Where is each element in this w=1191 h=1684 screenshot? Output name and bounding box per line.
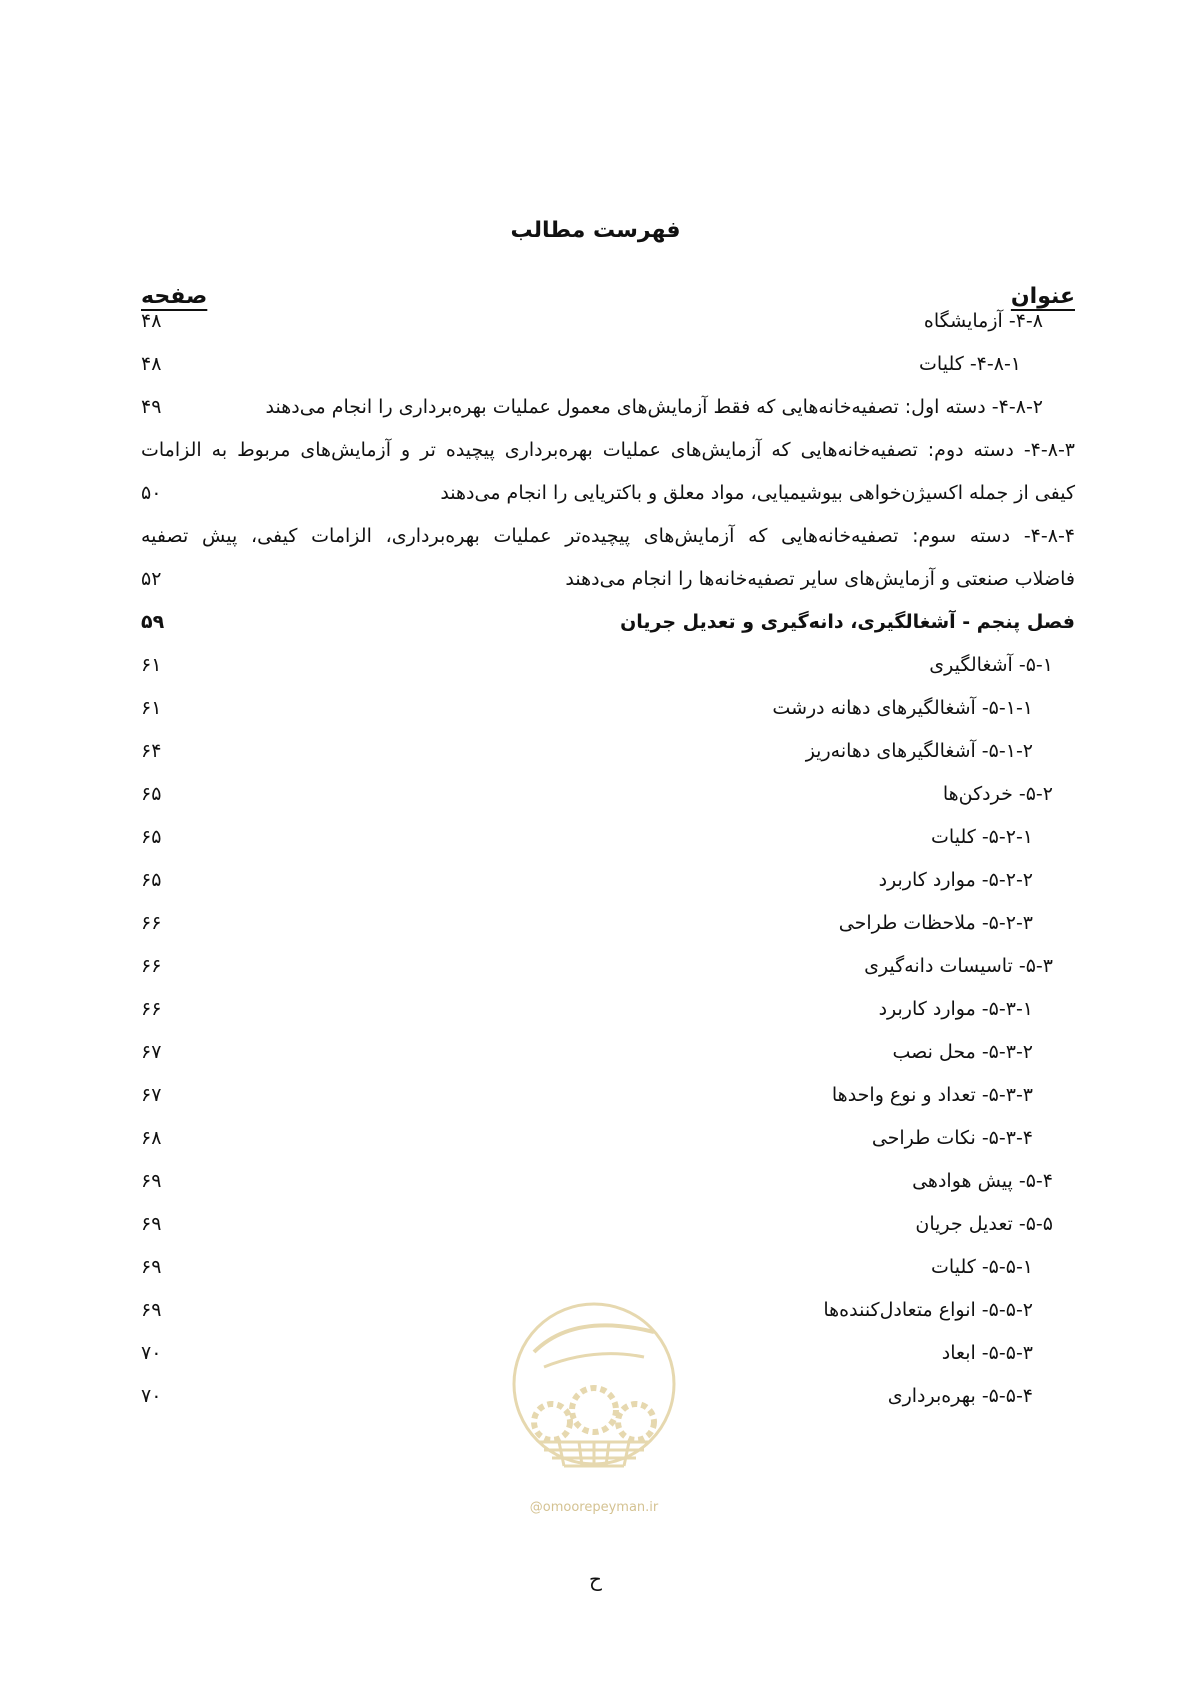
toc-entry[interactable] bbox=[141, 1116, 1075, 1160]
toc-entry-page: ۶۹ bbox=[141, 1170, 162, 1192]
gears-seal-icon bbox=[504, 1292, 684, 1492]
toc-entry-label: ۵-۵- تعدیل جریان bbox=[915, 1213, 1053, 1235]
toc-entry-label: ۵-۵-۳- ابعاد bbox=[941, 1342, 1033, 1364]
page-title: فهرست مطالب bbox=[510, 218, 681, 243]
toc-entry[interactable] bbox=[141, 299, 1075, 343]
toc-entry-page: ۶۹ bbox=[141, 1213, 162, 1235]
toc-entry-page: ۶۵ bbox=[141, 783, 162, 805]
toc-entry-page: ۷۰ bbox=[141, 1385, 162, 1407]
page-column-header: صفحه bbox=[141, 284, 208, 309]
toc-chapter-entry[interactable] bbox=[141, 600, 1075, 644]
toc-entry-label: کیفی از جمله اکسیژن‌خواهی بیوشیمیایی، مواد معلق و باکتریایی را انجام می‌دهند bbox=[440, 482, 1075, 504]
toc-entry-page: ۴۹ bbox=[141, 396, 162, 418]
toc-entry[interactable] bbox=[141, 1159, 1075, 1203]
toc-entry-label: ۴-۸-۴- دسته سوم: تصفیه‌خانه‌هایی که آزمایش‌های پیچیده‌تر عملیات بهره‌برداری، الزامات کیفی، پیش تصفیه bbox=[141, 525, 1075, 547]
toc-entry-page: ۵۲ bbox=[141, 568, 162, 590]
toc-entry[interactable] bbox=[141, 686, 1075, 730]
toc-entry-page: ۵۰ bbox=[141, 482, 162, 504]
toc-entry[interactable] bbox=[141, 858, 1075, 902]
title-column-header: عنوان bbox=[1010, 284, 1075, 309]
toc-entry-continuation[interactable] bbox=[141, 471, 1075, 515]
toc-entry[interactable] bbox=[141, 428, 1075, 472]
toc-entry-label: ۵-۲-۱- کلیات bbox=[931, 826, 1033, 848]
toc-entry[interactable] bbox=[141, 1073, 1075, 1117]
toc-entry-page: ۴۸ bbox=[141, 353, 162, 375]
toc-entry[interactable] bbox=[141, 815, 1075, 859]
toc-entry-label: ۵-۵-۲- انواع متعادل‌کننده‌ها bbox=[823, 1299, 1033, 1321]
toc-entry[interactable] bbox=[141, 944, 1075, 988]
toc-entry-label: ۵-۱-۱- آشغالگیرهای دهانه درشت bbox=[772, 697, 1033, 719]
toc-entry-label: ۵-۵-۴- بهره‌برداری bbox=[887, 1385, 1033, 1407]
toc-entry-label: فصل پنجم - آشغالگیری، دانه‌گیری و تعدیل جریان bbox=[620, 611, 1075, 633]
toc-entry-label: ۵-۳- تاسیسات دانه‌گیری bbox=[864, 955, 1053, 977]
toc-entry-page: ۶۵ bbox=[141, 826, 162, 848]
toc-entry[interactable] bbox=[141, 514, 1075, 558]
toc-entry-page: ۶۷ bbox=[141, 1084, 162, 1106]
toc-entry[interactable] bbox=[141, 987, 1075, 1031]
toc-entry-label: ۵-۲-۳- ملاحظات طراحی bbox=[838, 912, 1033, 934]
toc-entry-label: فاضلاب صنعتی و آزمایش‌های سایر تصفیه‌خانه‌ها را انجام می‌دهند bbox=[565, 568, 1075, 590]
toc-entry-label: ۴-۸-۱- کلیات bbox=[919, 353, 1021, 375]
toc-entry-label: ۵-۳-۴- نکات طراحی bbox=[871, 1127, 1033, 1149]
toc-entry-page: ۶۶ bbox=[141, 998, 162, 1020]
toc-entry[interactable] bbox=[141, 729, 1075, 773]
toc-entry-label: ۴-۸-۳- دسته دوم: تصفیه‌خانه‌هایی که آزمایش‌های عملیات بهره‌برداری پیچیده تر و آزمایش‌های مربوط به الزامات bbox=[141, 439, 1075, 461]
toc-entry-page: ۶۶ bbox=[141, 955, 162, 977]
toc-entry-page: ۶۷ bbox=[141, 1041, 162, 1063]
watermark-text: @omoorepeyman.ir bbox=[529, 1500, 659, 1515]
page-number: ح bbox=[589, 1567, 602, 1591]
toc-entry[interactable] bbox=[141, 1030, 1075, 1074]
toc-entry[interactable] bbox=[141, 385, 1075, 429]
toc-entry-page: ۴۸ bbox=[141, 310, 162, 332]
toc-entry-label: ۵-۱-۲- آشغالگیرهای دهانه‌ریز bbox=[805, 740, 1033, 762]
toc-entry-page: ۶۸ bbox=[141, 1127, 162, 1149]
toc-entry-label: ۵-۵-۱- کلیات bbox=[931, 1256, 1033, 1278]
toc-entry[interactable] bbox=[141, 1202, 1075, 1246]
toc-entry-page: ۶۹ bbox=[141, 1256, 162, 1278]
toc-entry[interactable] bbox=[141, 901, 1075, 945]
toc-entry-continuation[interactable] bbox=[141, 557, 1075, 601]
toc-entry[interactable] bbox=[141, 772, 1075, 816]
toc-entry-label: ۵-۳-۱- موارد کاربرد bbox=[878, 998, 1033, 1020]
toc-entry-page: ۶۵ bbox=[141, 869, 162, 891]
toc-entry-page: ۶۶ bbox=[141, 912, 162, 934]
toc-entry-page: ۶۱ bbox=[141, 697, 162, 719]
toc-entry-label: ۵-۴- پیش هوادهی bbox=[912, 1170, 1053, 1192]
toc-entry-page: ۶۹ bbox=[141, 1299, 162, 1321]
toc-entry-label: ۵-۲- خردکن‌ها bbox=[942, 783, 1053, 805]
toc-entry[interactable] bbox=[141, 643, 1075, 687]
toc-entry-page: ۷۰ bbox=[141, 1342, 162, 1364]
toc-entry-label: ۵-۲-۲- موارد کاربرد bbox=[878, 869, 1033, 891]
toc-entry-page: ۵۹ bbox=[141, 611, 165, 633]
toc-entry-page: ۶۴ bbox=[141, 740, 162, 762]
toc-entry-label: ۵-۱- آشغالگیری bbox=[929, 654, 1053, 676]
toc-entry-label: ۵-۳-۳- تعداد و نوع واحدها bbox=[831, 1084, 1033, 1106]
toc-entry-label: ۴-۸-۲- دسته اول: تصفیه‌خانه‌هایی که فقط آزمایش‌های معمول عملیات بهره‌برداری را انجام می‌دهند bbox=[265, 396, 1043, 418]
toc-entry-label: ۴-۸- آزمایشگاه bbox=[923, 310, 1043, 332]
toc-entry-page: ۶۱ bbox=[141, 654, 162, 676]
toc-entry-label: ۵-۳-۲- محل نصب bbox=[892, 1041, 1033, 1063]
toc-entry[interactable] bbox=[141, 1245, 1075, 1289]
toc-entry[interactable] bbox=[141, 342, 1075, 386]
